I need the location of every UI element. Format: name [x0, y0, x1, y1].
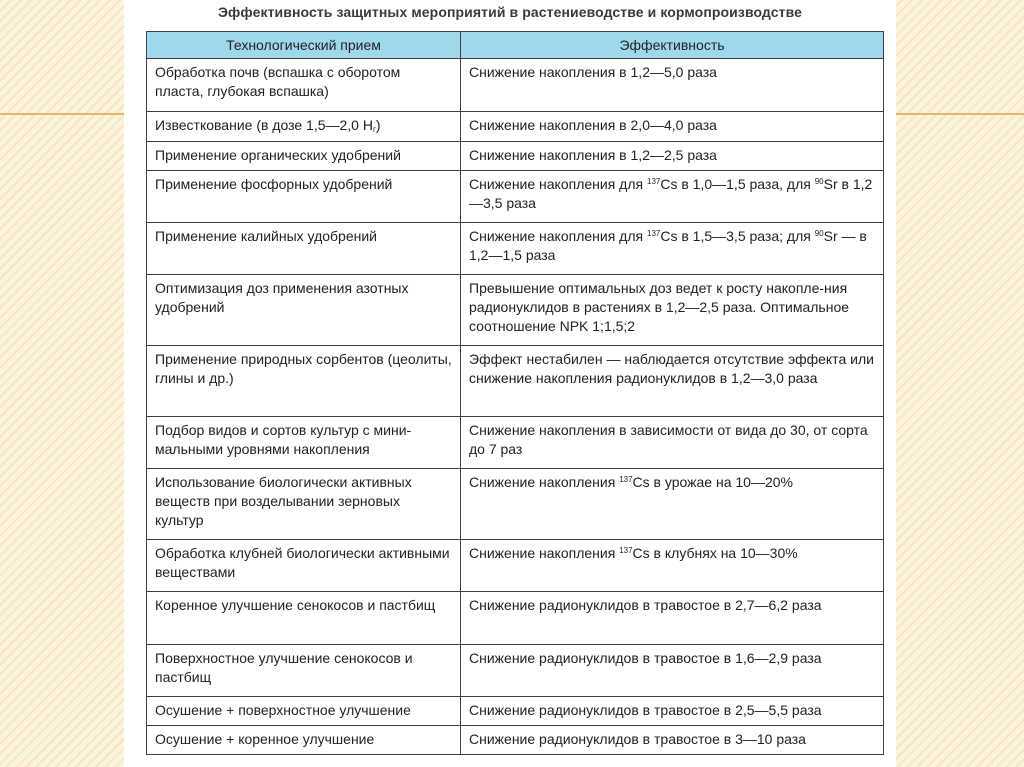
table-title: Эффективность защитных мероприятий в растениеводстве и кормопроизводстве	[218, 4, 802, 20]
header-technique: Технологический прием	[147, 32, 461, 59]
table-row	[147, 540, 884, 592]
technique-cell: Применение природных сорбентов (цеолиты, глины и др.)	[147, 346, 461, 417]
effect-cell: Снижение радионуклидов в травостое в 2,5—5,5 раза	[461, 697, 884, 726]
table-row	[147, 346, 884, 417]
technique-cell: Коренное улучшение сенокосов и пастбищ	[147, 592, 461, 645]
technique-cell: Подбор видов и сортов культур с мини-мальными уровнями накопления	[147, 417, 461, 469]
table-row	[147, 417, 884, 469]
table-row	[147, 112, 884, 142]
table-header-row	[147, 32, 884, 59]
technique-cell: Обработка почв (вспашка с оборотом пласта, глубокая вспашка)	[147, 59, 461, 112]
header-effect: Эффективность	[461, 32, 884, 59]
decorative-rule-left	[0, 113, 124, 115]
technique-cell: Известкование (в дозе 1,5—2,0 $Н_г$)	[147, 112, 461, 142]
technique-cell: Осушение + коренное улучшение	[147, 726, 461, 755]
technique-cell: Использование биологически активных веществ при возделывании зерновых культур	[147, 469, 461, 540]
effect-cell: Снижение накопления для $^{137}$Cs в 1,5—3,5 раза; для $^{90}$Sr — в 1,2—1,5 раза	[461, 223, 884, 275]
effect-cell: Снижение радионуклидов в травостое в 1,6—2,9 раза	[461, 645, 884, 697]
table-row	[147, 275, 884, 346]
table-row	[147, 726, 884, 755]
table-row	[147, 469, 884, 540]
effect-cell: Снижение накопления в 2,0—4,0 раза	[461, 112, 884, 142]
table-row	[147, 645, 884, 697]
table-row	[147, 223, 884, 275]
effect-cell: Снижение накопления $^{137}$Cs в клубнях на 10—30%	[461, 540, 884, 592]
technique-cell: Оптимизация доз применения азотных удобрений	[147, 275, 461, 346]
effect-cell: Снижение накопления в 1,2—5,0 раза	[461, 59, 884, 112]
effect-cell: Снижение накопления для $^{137}$Cs в 1,0—1,5 раза, для $^{90}$Sr в 1,2—3,5 раза	[461, 171, 884, 223]
table-row	[147, 59, 884, 112]
technique-cell: Обработка клубней биологически активными веществами	[147, 540, 461, 592]
effect-cell: Превышение оптимальных доз ведет к росту накопле-ния радионуклидов в растениях в 1,2—2,5 раза. Оптимальное соотношение NPK 1;1,5;2	[461, 275, 884, 346]
technique-cell: Поверхностное улучшение сенокосов и пастбищ	[147, 645, 461, 697]
effect-cell: Эффект нестабилен — наблюдается отсутствие эффекта или снижение накопления радионуклидов в 1,2—3,0 раза	[461, 346, 884, 417]
table-row	[147, 142, 884, 171]
effect-cell: Снижение радионуклидов в травостое в 2,7—6,2 раза	[461, 592, 884, 645]
decorative-rule-right	[896, 113, 1024, 115]
effect-cell: Снижение накопления в зависимости от вида до 30, от сорта до 7 раз	[461, 417, 884, 469]
technique-cell: Применение калийных удобрений	[147, 223, 461, 275]
technique-cell: Применение фосфорных удобрений	[147, 171, 461, 223]
effect-cell: Снижение накопления $^{137}$Cs в урожае на 10—20%	[461, 469, 884, 540]
technique-cell: Применение органических удобрений	[147, 142, 461, 171]
technique-cell: Осушение + поверхностное улучшение	[147, 697, 461, 726]
effect-cell: Снижение накопления в 1,2—2,5 раза	[461, 142, 884, 171]
efficiency-table	[146, 31, 884, 755]
table-row	[147, 171, 884, 223]
effect-cell: Снижение радионуклидов в травостое в 3—10 раза	[461, 726, 884, 755]
slide-sheet	[124, 0, 896, 767]
table-row	[147, 592, 884, 645]
table-row	[147, 697, 884, 726]
